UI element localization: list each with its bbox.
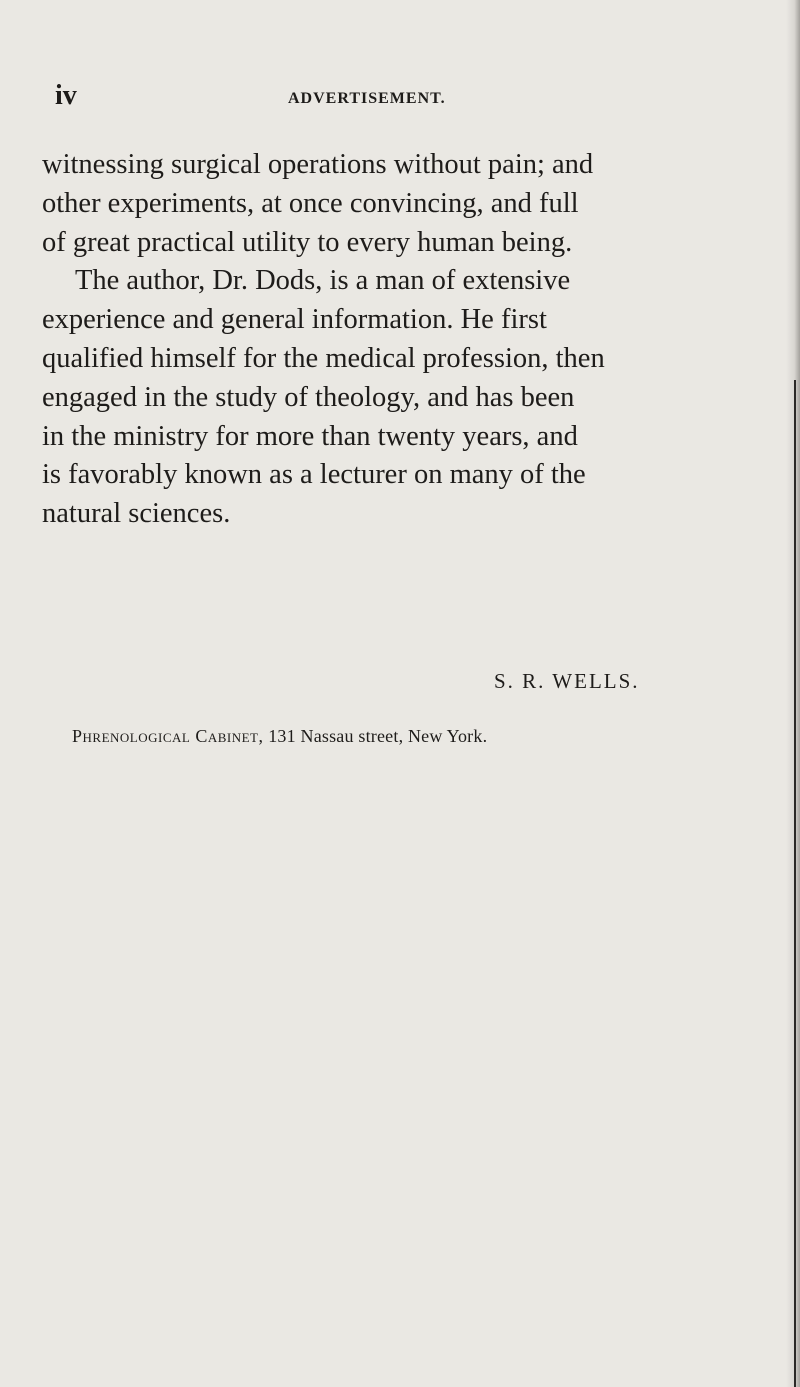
text-line: qualified himself for the medical profession, then xyxy=(42,342,605,374)
text-line: in the ministry for more than twenty years, and xyxy=(42,420,578,452)
text-line: experience and general information. He first xyxy=(42,304,547,336)
text-line: natural sciences. xyxy=(42,498,231,530)
page-edge-shadow xyxy=(786,0,800,1387)
imprint-address: 131 Nassau street, New York. xyxy=(268,726,488,746)
text-line: engaged in the study of theology, and has been xyxy=(42,381,575,413)
running-head xyxy=(55,82,755,112)
text-line: is favorably known as a lecturer on many of the xyxy=(42,459,586,491)
author-signature: S. R. WELLS. xyxy=(494,669,640,693)
body-paragraph xyxy=(42,146,722,534)
running-head-title: ADVERTISEMENT. xyxy=(288,90,446,107)
page-edge-line xyxy=(794,380,796,1387)
page-number: iv xyxy=(55,80,77,111)
text-line: witnessing surgical operations without pain; and xyxy=(42,149,594,180)
text-line: other experiments, at once convincing, and full xyxy=(42,187,579,219)
text-line: of great practical utility to every human being. xyxy=(42,226,573,258)
text-line: The author, Dr. Dods, is a man of extensive xyxy=(75,265,571,297)
publisher-imprint xyxy=(72,726,487,747)
imprint-institution: Phrenological Cabinet, xyxy=(72,726,264,746)
